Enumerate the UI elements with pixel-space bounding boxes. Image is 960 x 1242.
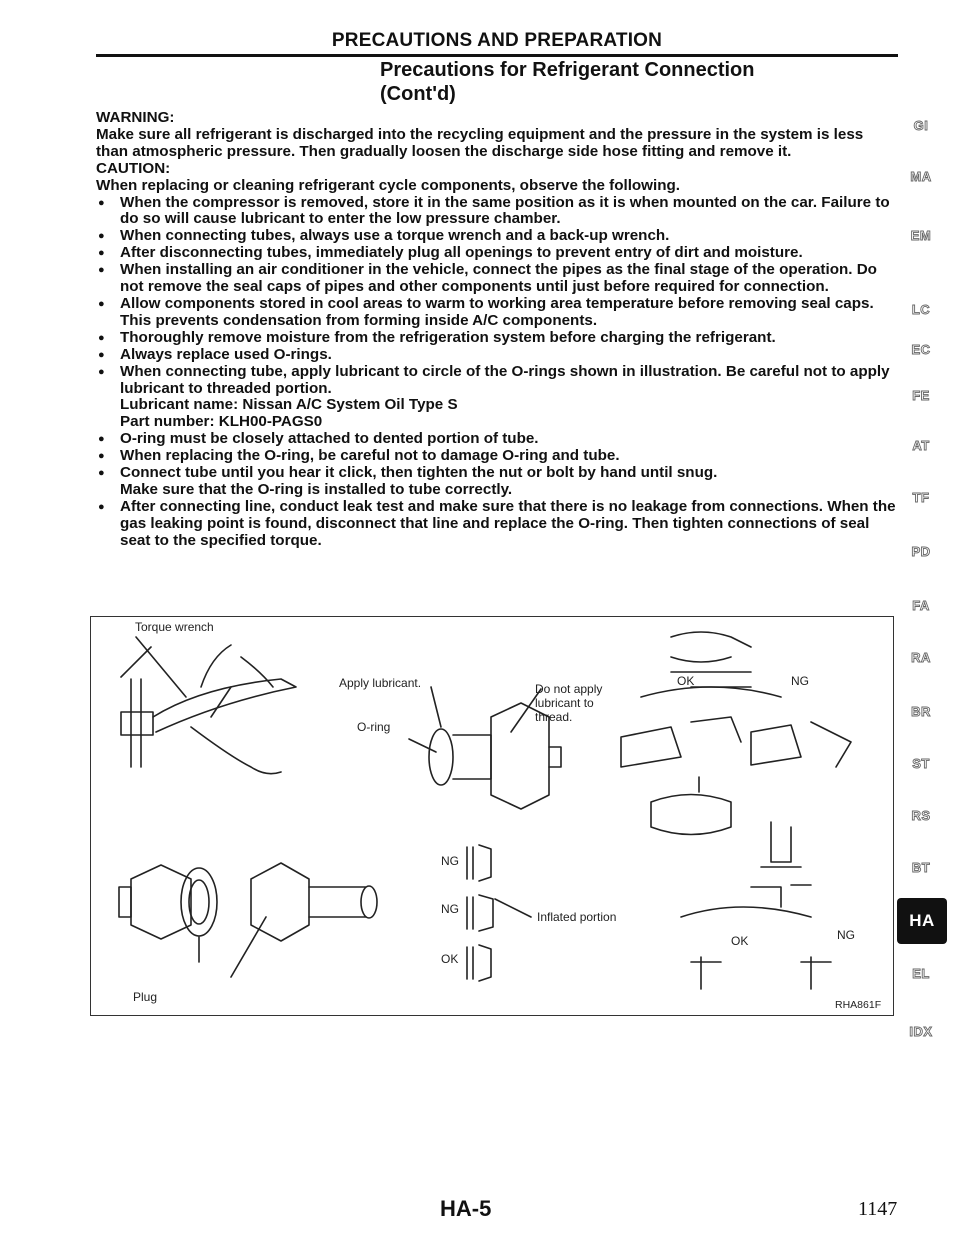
label-o-ring: O-ring <box>357 720 391 734</box>
label-apply-lubricant: Apply lubricant. <box>339 676 422 690</box>
label-ng-bottom: NG <box>837 928 855 942</box>
label-torque-wrench: Torque wrench <box>135 620 214 634</box>
warning-text: Make sure all refrigerant is discharged into the recycling equipment and the pressure in the system is less than atmospheric pressure. Then gradually loosen the discharge side hose fitting and remove it. <box>96 125 864 160</box>
label-ng-top: NG <box>791 674 809 688</box>
caution-label: CAUTION: <box>96 159 171 177</box>
illustration-drawing <box>91 617 895 1017</box>
caution-item: ● Always replace used O-rings. <box>96 347 898 364</box>
page-footer <box>0 1196 960 1226</box>
plug-sketch <box>119 863 377 977</box>
section-title-line1: Precautions for Refrigerant Connection <box>380 59 755 81</box>
caution-item: ● When installing an air conditioner in the vehicle, connect the pipes as the final stage of the operation. Do not remove the seal caps of pipes and other components until just before required for connection. <box>96 262 898 296</box>
index-tab-ma[interactable]: MA <box>910 169 932 184</box>
body-text <box>96 110 898 550</box>
caution-item: ● After connecting line, conduct leak test and make sure that there is no leakage from connections. When the gas leaking point is found, disconnect that line and replace the O-ring. Then tighten connections of seal seat to the specified torque. <box>96 499 898 550</box>
caution-item: ● When replacing the O-ring, be careful not to damage O-ring and tube. <box>96 448 898 465</box>
index-tab-tf[interactable]: TF <box>912 490 930 505</box>
index-tab-fa[interactable]: FA <box>912 598 930 613</box>
label-do-not-apply-1: Do not apply <box>535 682 603 696</box>
caution-intro: When replacing or cleaning refrigerant cycle components, observe the following. <box>96 176 680 194</box>
label-ok-1: OK <box>441 952 459 966</box>
lubricant-name: Lubricant name: Nissan A/C System Oil Type S <box>120 396 458 414</box>
warning-label: WARNING: <box>96 109 175 126</box>
label-inflated-portion: Inflated portion <box>537 910 617 924</box>
index-tab-lc[interactable]: LC <box>911 302 931 317</box>
page-number: 1147 <box>858 1198 898 1220</box>
illustration <box>90 616 894 1016</box>
caution-item: ● After disconnecting tubes, immediately plug all openings to prevent entry of dirt and moisture. <box>96 245 898 262</box>
label-do-not-apply-2: lubricant to <box>535 696 594 710</box>
index-tab-em[interactable]: EM <box>910 228 932 243</box>
caution-item: ● Allow components stored in cool areas to warm to working area temperature before removing seal caps. This prevents condensation from forming inside A/C components. <box>96 296 898 330</box>
page-code: HA-5 <box>440 1196 492 1221</box>
index-tab-bt[interactable]: BT <box>911 860 931 875</box>
section-title-line2: (Cont'd) <box>380 83 456 105</box>
index-tab-gi[interactable]: GI <box>913 118 929 133</box>
label-ok-top: OK <box>677 674 695 688</box>
index-tab-el[interactable]: EL <box>912 966 930 981</box>
caution-item: ● Connect tube until you hear it click, then tighten the nut or bolt by hand until snug. Make sure that the O-ring is installed to tube correctly. <box>96 465 898 499</box>
index-tab-ha-active[interactable]: HA <box>897 898 947 944</box>
index-tab-br[interactable]: BR <box>911 704 931 719</box>
index-tab-ec[interactable]: EC <box>911 342 931 357</box>
torque-wrench-sketch <box>121 637 296 774</box>
label-ng-1: NG <box>441 854 459 868</box>
label-ng-2: NG <box>441 902 459 916</box>
caution-item: ● When connecting tube, apply lubricant to circle of the O-rings shown in illustration. Be careful not to apply lubricant to threaded portion. Lubricant name: Nissan A/C System Oil Type S Part number: KLH00-PAGS0 <box>96 364 898 432</box>
index-tab-at[interactable]: AT <box>912 438 930 453</box>
label-ok-bottom: OK <box>731 934 749 948</box>
index-tab-idx[interactable]: IDX <box>909 1024 933 1039</box>
index-tab-pd[interactable]: PD <box>911 544 931 559</box>
caution-item: ● When the compressor is removed, store it in the same position as it is when mounted on the car. Failure to do so will cause lubricant to enter the low pressure chamber. <box>96 195 898 229</box>
caution-item: ● Thoroughly remove moisture from the refrigeration system before charging the refrigerant. <box>96 330 898 347</box>
caution-list <box>96 195 898 550</box>
header-rule <box>96 54 898 57</box>
caution-item: ● O-ring must be closely attached to dented portion of tube. <box>96 431 898 448</box>
index-tab-ra[interactable]: RA <box>911 650 931 665</box>
running-header: PRECAUTIONS AND PREPARATION <box>331 30 663 51</box>
section-title <box>380 58 860 106</box>
oring-check: Make sure that the O-ring is installed to tube correctly. <box>120 480 513 498</box>
label-do-not-apply-3: thread. <box>535 710 573 724</box>
figure-reference-code: RHA861F <box>835 999 882 1011</box>
tube-end-sketches <box>467 845 531 981</box>
index-tab-st[interactable]: ST <box>912 756 930 771</box>
index-tab-fe[interactable]: FE <box>912 388 930 403</box>
index-tab-rs[interactable]: RS <box>911 808 931 823</box>
part-number: Part number: KLH00-PAGS0 <box>120 413 323 431</box>
caution-item: ● When connecting tubes, always use a torque wrench and a back-up wrench. <box>96 228 898 245</box>
label-plug: Plug <box>133 990 158 1004</box>
